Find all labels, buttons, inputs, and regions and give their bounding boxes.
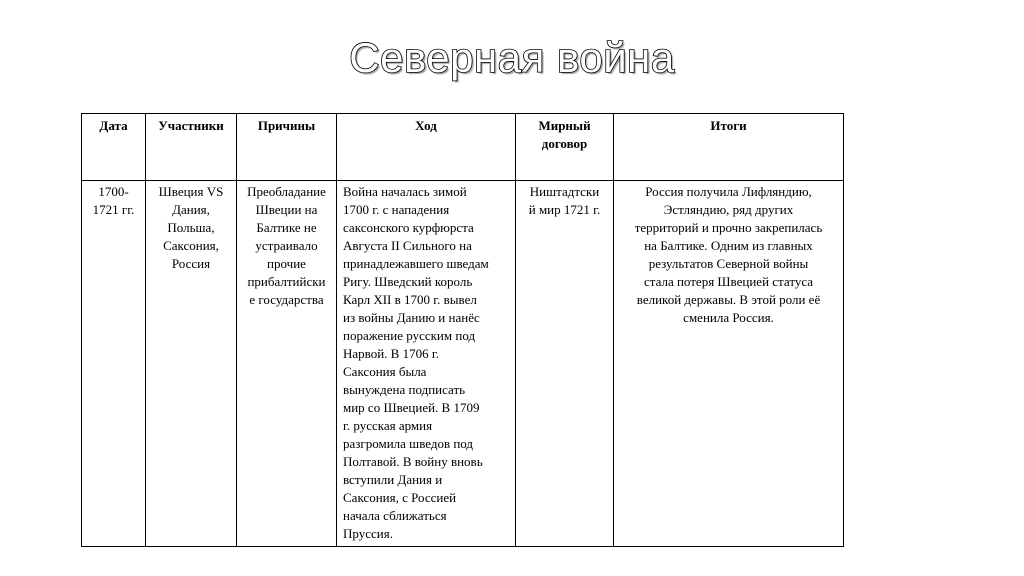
cell-date: 1700- 1721 гг. [82, 181, 146, 547]
header-course: Ход [337, 114, 516, 181]
table-row [82, 181, 844, 547]
cell-causes: Преобладание Швеции на Балтике не устраивало прочие прибалтийски е государства [237, 181, 337, 547]
cell-participants: Швеция VS Дания, Польша, Саксония, Россия [146, 181, 237, 547]
cell-results: Россия получила Лифляндию, Эстляндию, ряд других территорий и прочно закрепилась на Балтике. Одним из главных результатов Северной войны стала потеря Швецией статуса великой державы. В этой роли её сменила Россия. [614, 181, 844, 547]
header-participants: Участники [146, 114, 237, 181]
northern-war-table [81, 113, 844, 547]
cell-course: Война началась зимой 1700 г. с нападения саксонского курфюрста Августа II Сильного на принадлежавшего шведам Ригу. Шведский король Карл XII в 1700 г. вывел из войны Данию и нанёс поражение русским под Нарвой. В 1706 г. Саксония была вынуждена подписать мир со Швецией. В 1709 г. русская армия разгромила шведов под Полтавой. В войну вновь вступили Дания и Саксония, с Россией начала сближаться Пруссия. [337, 181, 516, 547]
table-header-row [82, 114, 844, 181]
header-causes: Причины [237, 114, 337, 181]
header-results: Итоги [614, 114, 844, 181]
header-treaty: Мирный договор [516, 114, 614, 181]
cell-treaty: Ништадтски й мир 1721 г. [516, 181, 614, 547]
header-date: Дата [82, 114, 146, 181]
page-title: Северная война [349, 34, 675, 81]
